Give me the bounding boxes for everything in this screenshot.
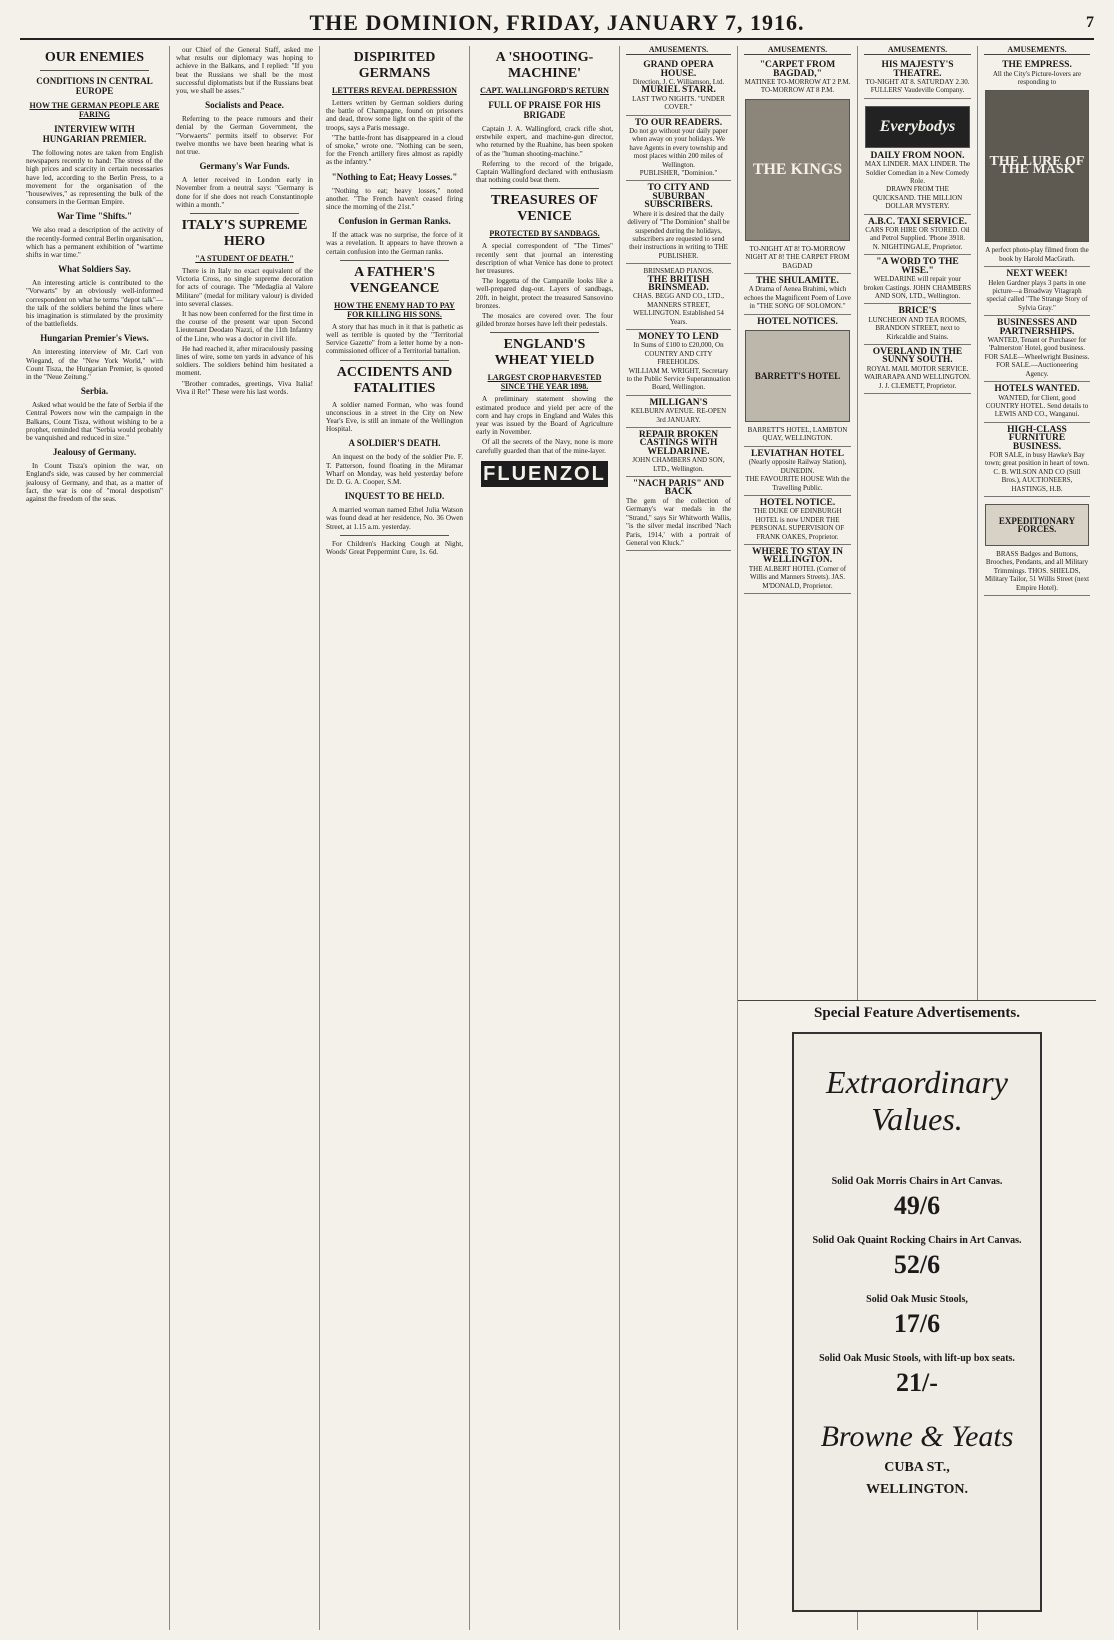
headline-shooting-machine: A 'SHOOTING-MACHINE' — [495, 50, 594, 81]
paragraph: "Nothing to eat; heavy losses," noted another. "The French haven't ceased firing since the morning of the 21st." — [326, 186, 463, 212]
ad-text: FOR SALE, in busy Hawke's Bay town; great position in heart of town. — [984, 450, 1089, 468]
paragraph: He had reached it, after miraculously passing lines of wire, some ten yards in advance of his soldiers. The soldiers behind him hesitated a moment. — [176, 344, 313, 378]
section-heading: A SOLDIER'S DEATH. — [348, 438, 441, 449]
ad-text: Do not go without your daily paper when away on your holidays. We have Agents in every township and most places within 200 miles of Wellington. — [629, 127, 728, 169]
headline-italy: ITALY'S SUPREME HERO — [181, 218, 308, 250]
ad-furniture-business — [984, 423, 1090, 497]
paragraph: Of all the secrets of the Navy, none is more carefully guarded than that of the mine-layer. — [476, 438, 613, 455]
cannon-illustration: EXPEDITIONARY FORCES. — [985, 504, 1089, 546]
ad-text: THE ALBERT HOTEL (Corner of Willis and Manners Streets). JAS. M'DONALD, Proprietor. — [748, 564, 847, 590]
ad-hotels-wanted — [984, 382, 1090, 423]
ad-duke-of-edinburgh — [744, 496, 851, 545]
ad-title: TO OUR READERS. — [634, 117, 723, 128]
ad-title: THE BRITISH BRINSMEAD. — [647, 274, 710, 293]
subheadline: HOW THE GERMAN PEOPLE ARE FARING — [29, 101, 160, 119]
article-body — [176, 46, 313, 396]
ad-title: "NACH PARIS" AND BACK — [632, 479, 725, 498]
ad-text: A Drama of Aenea Brahimi, which echoes the Magnificent Poem of Love in "THE SONG OF SOLOMON." — [744, 285, 851, 311]
ad-to-our-readers — [626, 116, 731, 182]
divider — [190, 213, 299, 214]
ad-text: CHAS. BEGG AND CO., LTD., MANNERS STREET, WELLINGTON. Established 54 Years. — [633, 292, 724, 326]
subheadline: INTERVIEW WITH HUNGARIAN PREMIER. — [42, 124, 147, 144]
ad-text: N. NIGHTINGALE, Proprietor. — [872, 242, 963, 251]
paragraph: A soldier named Forman, who was found unconscious in a street in the City on New Year's Eve, is still an inmate of the Wellington Hospital. — [326, 400, 463, 434]
ad-title: HOTELS WANTED. — [994, 384, 1080, 395]
paragraph: A preliminary statement showing the estimated produce and yield per acre of the corn and hay crops in England and Wales this year was issued by the Board of Agriculture early in November. — [476, 395, 613, 437]
ad-money-to-lend — [626, 330, 731, 396]
ad-subscribers — [626, 181, 731, 264]
divider — [40, 70, 149, 71]
section-heading: War Time "Shifts." — [56, 211, 133, 222]
article-body — [326, 99, 463, 556]
ad-hotel-notices — [744, 315, 851, 447]
ad-title: REPAIR BROKEN CASTINGS WITH WELDARINE. — [638, 430, 719, 457]
product-price: 21/- — [896, 1368, 938, 1397]
headline-wheat-yield: ENGLAND'S WHEAT YIELD — [494, 337, 595, 369]
ad-title: LEVIATHAN HOTEL — [751, 448, 844, 459]
subheadline: HOW THE ENEMY HAD TO PAY FOR KILLING HIS SONS. — [334, 300, 455, 319]
paragraph: A letter received in London early in November from a neutral says: "Germany is done for if she does not reach Constantinople within a month." — [176, 176, 313, 209]
headline-fathers-vengeance: A FATHER'S VENGEANCE — [349, 264, 440, 296]
ad-headline: Values. — [871, 1101, 963, 1137]
ad-title: HIS MAJESTY'S THEATRE. — [881, 60, 954, 79]
ad-title: A.B.C. TAXI SERVICE. — [867, 216, 968, 227]
ad-text: MATINEE TO-MORROW AT 2 P.M. TO-MORROW AT 8 P.M. — [744, 78, 851, 95]
headline-our-enemies: OUR ENEMIES — [44, 50, 145, 65]
fluenzol-ad: FLUENZOL — [481, 461, 607, 487]
subheadline: FULL OF PRAISE FOR HIS BRIGADE — [488, 100, 601, 120]
ad-brinsmead — [626, 264, 731, 330]
subheadline: LETTERS REVEAL DEPRESSION — [332, 86, 457, 95]
article-body — [476, 125, 613, 455]
paragraph: Referring to the peace rumours and their denial by the German Government, the "Vorwaerts" permits itself to observe: For twelve months we have been hearing what is not true. — [176, 115, 313, 157]
footer-ad: For Children's Hacking Cough at Night, Woods' Great Peppermint Cure, 1s. 6d. — [326, 539, 463, 557]
column-4 — [470, 46, 620, 1630]
ad-text: Direction, J. C. Williamson, Ltd. — [632, 78, 725, 87]
ad-albert-hotel — [744, 545, 851, 594]
ad-title: HOTEL NOTICES. — [757, 316, 838, 327]
ad-text: TO-NIGHT AT 8! TO-MORROW NIGHT AT 8! THE CARPET FROM BAGDAD — [745, 244, 850, 270]
ad-word-to-the-wise — [864, 255, 971, 304]
ad-title: DAILY FROM NOON. — [870, 150, 965, 161]
ad-title: BRICE'S — [898, 306, 937, 317]
ad-title: BUSINESSES AND PARTNERSHIPS. — [997, 318, 1077, 337]
paragraph: If the attack was no surprise, the force of it was a revelation. It appears to have thrown a certain confusion into the German ranks. — [326, 231, 463, 256]
ad-text: Helen Gardner plays 3 parts in one picture—a Broadway Vitagraph special called "The Strange Story of Sylvia Gray." — [986, 278, 1088, 312]
paragraph: There is in Italy no exact equivalent of the Victoria Cross, no single supreme decoration for acts of courage. The "Medaglia al Valore Militare" (medal for military valour) is divided into several classes. — [176, 267, 313, 308]
subheadline: PROTECTED BY SANDBAGS. — [489, 229, 600, 239]
paragraph: A married woman named Ethel Julia Watson was found dead at her residence, No. 36 Owen Street, at 1.15 a.m. yesterday. — [326, 506, 463, 531]
section-heading: "Nothing to Eat; Heavy Losses." — [331, 171, 458, 182]
paragraph: "The battle-front has disappeared in a cloud of smoke," wrote one. "Nothing can be seen, for the French artillery fires almost as rapidly as the infantry." — [326, 133, 463, 167]
product-label: Solid Oak Music Stools, with lift-up box seats. — [819, 1353, 1015, 1364]
paragraph: our Chief of the General Staff, asked me what results our diplomacy was hoping to achieve in the Balkans, and I replied: "If you beat the Russians we shall be the most successful diplomatists but if the Russians beat you, we shall be asses." — [176, 46, 313, 96]
ad-text: TO-NIGHT AT 8. SATURDAY 2.30. FULLERS' Vaudeville Company. — [865, 78, 970, 95]
headline-accidents: ACCIDENTS AND FATALITIES — [336, 364, 453, 396]
article-body — [26, 149, 163, 503]
ad-text: PUBLISHER, "Dominion." — [639, 169, 718, 178]
ad-everybodys — [864, 99, 971, 215]
brand-address: CUBA ST., — [884, 1460, 950, 1475]
divider — [340, 260, 449, 261]
product-label: Solid Oak Morris Chairs in Art Canvas. — [831, 1176, 1003, 1187]
ad-text: THE FAVOURITE HOUSE With the Travelling Public. — [745, 475, 850, 492]
ad-businesses — [984, 316, 1090, 382]
ad-title: WHERE TO STAY IN WELLINGTON. — [752, 546, 843, 566]
ad-title: THE SHULAMITE. — [756, 276, 839, 287]
everybodys-logo: Everybodys — [865, 106, 970, 148]
ad-text: WANTED, Tenant or Purchaser for 'Palmerston' Hotel, good business. FOR SALE—Wheelwright Business. FOR SALE.—Auctioneering Agency. — [984, 336, 1090, 378]
paragraph: Referring to the record of the brigade, Captain Wallingford declared with enthusiasm that nothing could beat them. — [476, 159, 613, 185]
masthead — [20, 8, 1094, 40]
ad-title: "A WORD TO THE WISE." — [876, 257, 959, 276]
hotel-illustration: BARRETT'S HOTEL — [745, 330, 850, 422]
browne-yeats-ad — [792, 1032, 1042, 1612]
ad-overland — [864, 345, 971, 394]
ad-title: MURIEL STARR. — [641, 85, 716, 96]
ad-text: BRASS Badges and Buttons, Brooches, Pendants, and all Military Trimmings. THOS. SHIELDS, Military Tailor, 51 Willis Street (next Empire Hotel). — [984, 549, 1090, 592]
ad-the-kings — [744, 58, 851, 274]
ad-text: CARS FOR HIRE OR STORED. Oil and Petrol Supplied. 'Phone 3918. — [865, 226, 970, 243]
ad-expeditionary — [984, 497, 1090, 596]
divider — [340, 360, 449, 361]
divider — [340, 535, 449, 536]
paragraph: An inquest on the body of the soldier Pte. F. T. Patterson, found floating in the Miramar Wharf on Monday, was held yesterday before Dr. D. G. A. Cooper, S.M. — [326, 453, 463, 487]
ad-title: HIGH-CLASS FURNITURE BUSINESS. — [1007, 424, 1067, 452]
ad-text: KELBURN AVENUE. RE-OPEN 3rd JANUARY. — [630, 407, 727, 424]
paragraph: Captain J. A. Wallingford, crack rifle shot, erstwhile expert, and machine-gun director, who returned by the Ruahine, has been spoken of as the "human shooting-machine." — [476, 125, 613, 158]
ad-text: The gem of the collection of Germany's war medals in the "Strand," says Sir Whitworth Wallis, "is the silver medal inscribed 'Nach Paris, 1914,' with a portrait of General von Kluck." — [626, 496, 731, 547]
ad-grand-opera — [626, 58, 731, 115]
ad-the-empress — [984, 58, 1090, 267]
ad-next-week — [984, 267, 1090, 316]
section-heading: INQUEST TO BE HELD. — [344, 491, 445, 502]
column-5 — [620, 46, 738, 1630]
ad-title: THE EMPRESS. — [1002, 60, 1072, 71]
paragraph: A special correspondent of "The Times" recently sent that journal an interesting description of what Venice has done to protect her treasures. — [476, 242, 613, 276]
product-price: 52/6 — [893, 1250, 941, 1279]
subheadline: CONDITIONS IN CENTRAL EUROPE — [36, 76, 153, 96]
ad-text: WELDARINE will repair your broken Castings. JOHN CHAMBERS AND SON, LTD., Wellington. — [864, 275, 971, 300]
ad-text: ROYAL MAIL MOTOR SERVICE. WAIRARAPA AND WELLINGTON. J. J. CLEMETT, Proprietor. — [864, 364, 971, 390]
ad-title: GRAND OPERA HOUSE. — [643, 60, 714, 79]
ad-text: BARRETT'S HOTEL, LAMBTON QUAY, WELLINGTON. — [747, 426, 848, 443]
ad-title: TO CITY AND SUBURBAN SUBSCRIBERS. — [644, 183, 713, 211]
amusements-label: AMUSEMENTS. — [744, 46, 851, 55]
ad-headline: Extraordinary — [826, 1064, 1008, 1100]
ad-text: JOHN CHAMBERS AND SON, LTD., Wellington. — [632, 456, 725, 473]
ad-text: LAST TWO NIGHTS. "UNDER COVER." — [632, 94, 725, 112]
column-2 — [170, 46, 320, 1630]
paragraph: The following notes are taken from English newspapers recently to hand: The stress of the high prices and scarcity in certain necessaries have led, according to the Berlin Press, to a movement for the organisation of the "housewives," as representing the bulk of the consumers in the German Empire. — [26, 149, 163, 207]
brand-name: Browne & Yeats — [820, 1420, 1014, 1453]
product-price: 49/6 — [893, 1191, 941, 1220]
paragraph: Letters written by German soldiers during the battle of Champagne, found on prisoners and dead, throw some light on the spirit of the troops, says a Paris message. — [326, 99, 463, 132]
special-feature-ads — [738, 1000, 1096, 1612]
section-heading: Socialists and Peace. — [205, 100, 284, 111]
subheadline: LARGEST CROP HARVESTED SINCE THE YEAR 1898. — [487, 373, 602, 392]
divider — [490, 332, 599, 333]
headline-treasures-of-venice: TREASURES OF VENICE — [491, 193, 598, 225]
ad-text: LUNCHEON AND TEA ROOMS, BRANDON STREET, next to Kirkcaldie and Stains. — [868, 315, 967, 341]
lure-of-the-mask-illustration: THE LURE OF THE MASK — [985, 90, 1089, 242]
subheadline: "A STUDENT OF DEATH." — [195, 254, 294, 264]
ad-text: (Nearly opposite Railway Station), DUNEDIN. — [748, 458, 847, 475]
paragraph: Asked what would be the fate of Serbia if the Central Powers now win the campaign in the Balkans, Count Tisza, without wishing to be a prophet, reminded that "Serbia would probably be vanquished and reduced in size." — [26, 401, 163, 443]
ad-taxi-service — [864, 215, 971, 256]
section-heading: What Soldiers Say. — [58, 264, 131, 275]
ad-title: NEXT WEEK! — [1006, 269, 1068, 280]
paragraph: The mosaics are covered over. The four gilded bronze horses have left their pedestals. — [476, 312, 613, 329]
column-1 — [20, 46, 170, 1630]
ad-leviathan — [744, 447, 851, 496]
paragraph: The loggetta of the Campanile looks like a well-prepared dug-out. Layers of sandbags, 20ft. in height, protect the treasured Sansovino bronzes. — [476, 277, 613, 310]
ad-brices — [864, 304, 971, 345]
paragraph: It has now been conferred for the first time in the course of the present war upon Second Lieutenant Deodato Nazzi, of the 11th Infantry of the Line, who was a doctor in civil life. — [176, 310, 313, 343]
ad-shulamite — [744, 274, 851, 315]
ad-text: WILLIAM M. WRIGHT, Secretary to the Public Service Superannuation Board, Wellington. — [626, 366, 731, 392]
ad-milligans — [626, 396, 731, 428]
section-heading: Jealousy of Germany. — [52, 447, 137, 458]
paragraph: A story that has much in it that is pathetic as well as terrible is quoted by the "Territorial Service Gazette" from a letter home by a non-commissioned officer of a Territorial battalion. — [326, 322, 463, 356]
subheadline: CAPT. WALLINGFORD'S RETURN — [480, 86, 609, 95]
ad-weldarine — [626, 428, 731, 477]
masthead-title: THE DOMINION, FRIDAY, JANUARY 7, 1916. — [309, 10, 805, 35]
column-3 — [320, 46, 470, 1630]
product-label: Solid Oak Music Stools, — [866, 1294, 968, 1305]
ad-text: All the City's Picture-lovers are responding to — [992, 69, 1082, 87]
ad-title: BRINSMEAD PIANOS. — [643, 267, 714, 276]
ad-text: Where it is desired that the daily delivery of "The Dominion" shall be suspended during the holidays, subscribers are requested to send their instructions in writing to THE PUBLISHER. — [627, 209, 730, 260]
ad-title: MILLIGAN'S — [649, 397, 708, 408]
amusements-label: AMUSEMENTS. — [984, 46, 1090, 55]
paragraph: We also read a description of the activity of the recently-formed central Berlin organisation, which has a permanent exhibition of "wartime shifts in war time." — [26, 226, 163, 260]
amusements-label: AMUSEMENTS. — [864, 46, 971, 55]
article-nach-paris — [626, 477, 731, 551]
special-feature-banner: Special Feature Advertisements. — [814, 1005, 1020, 1021]
amusements-label: AMUSEMENTS. — [626, 46, 731, 55]
ad-text: MAX LINDER. MAX LINDER. The Soldier Comedian in a New Comedy Role. — [864, 160, 971, 186]
page-number: 7 — [1086, 14, 1094, 31]
section-heading: Germany's War Funds. — [199, 161, 290, 172]
paragraph: In Count Tisza's opinion the war, on England's side, was caused by her commercial jealousy of Germany, and that, as a matter of fact, the war is one of "moral despotism" against the freedom of the seas. — [26, 462, 163, 504]
ad-text: THE DUKE OF EDINBURGH HOTEL is now UNDER THE PERSONAL SUPERVISION OF FRANK OAKES, Proprietor. — [750, 507, 845, 541]
brand-address: WELLINGTON. — [865, 1482, 969, 1497]
product-label: Solid Oak Quaint Rocking Chairs in Art Canvas. — [812, 1235, 1022, 1246]
ad-title: OVERLAND IN THE SUNNY SOUTH. — [872, 346, 963, 366]
product-price: 17/6 — [893, 1309, 941, 1338]
paragraph: An interesting article is contributed to the "Vorwarts" by an obviously well-informed correspondent on what he terms "depot talk"—the talk of the soldiers behind the lines where his imagination is stimulated by the proximity of the battlefields. — [26, 279, 163, 329]
ad-text: DRAWN FROM THE QUICKSAND. THE MILLION DOLLAR MYSTERY. — [872, 185, 963, 211]
paragraph: An interesting interview of Mr. Carl von Wiegand, of the "New York World," with Count Tisza, the Hungarian Premier, is quoted in the "Neue Zeitung." — [26, 348, 163, 382]
paragraph: "Brother comrades, greetings, Viva Italia! Viva il Re!" These were his last words. — [176, 379, 313, 396]
headline-dispirited-germans: DISPIRITED GERMANS — [353, 50, 436, 81]
section-heading: Hungarian Premier's Views. — [40, 333, 149, 344]
ad-title: HOTEL NOTICE. — [759, 497, 836, 508]
kings-theatre-illustration: THE KINGS — [745, 99, 850, 241]
ad-his-majestys — [864, 58, 971, 99]
ad-text: C. B. WILSON AND CO (Still Bros.), AUCTIONEERS, HASTINGS, H.B. — [993, 467, 1081, 493]
ad-title: "CARPET FROM BAGDAD," — [759, 60, 836, 79]
ad-text: WANTED, for Client, good COUNTRY HOTEL. Send details to LEWIS AND CO., Wanganui. — [985, 393, 1089, 419]
ad-text: A perfect photo-play filmed from the book by Harold MacGrath. — [985, 246, 1089, 263]
ad-title: MONEY TO LEND — [638, 331, 719, 342]
section-heading: Confusion in German Ranks. — [338, 216, 451, 227]
ad-text: In Sums of £100 to £20,000, On COUNTRY AND CITY FREEHOLDS. — [633, 341, 724, 367]
section-heading: Serbia. — [80, 386, 109, 397]
divider — [490, 188, 599, 189]
